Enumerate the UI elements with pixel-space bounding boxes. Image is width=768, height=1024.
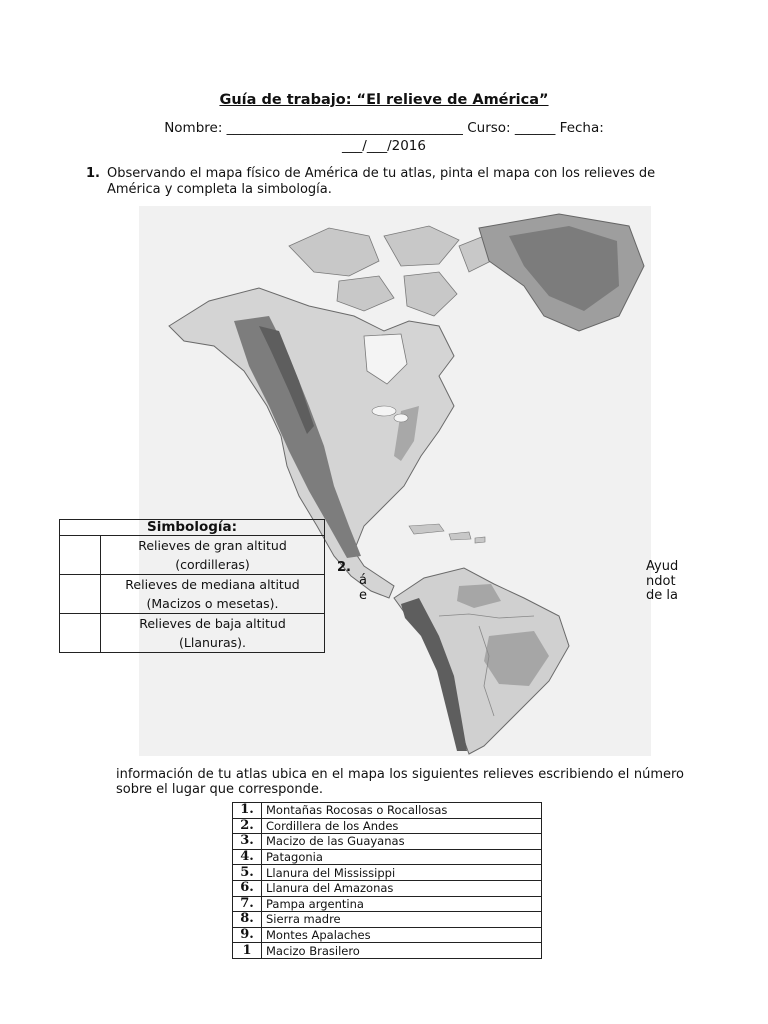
relief-name: Macizo de las Guayanas [262,834,542,850]
relief-number: 2. [233,818,262,834]
legend-label-medium-line2: (Macizos o mesetas). [146,596,279,611]
question-2-fragment-right-2: ndot [646,573,676,589]
legend-label-low-line1: Relieves de baja altitud [139,616,286,631]
question-1 [86,166,686,198]
relief-name: Patagonia [262,849,542,865]
legend-label-high-line1: Relieves de gran altitud [138,538,287,553]
relief-name: Llanura del Amazonas [262,880,542,896]
legend-row [60,614,325,653]
legend-row [60,536,325,575]
relief-name: Sierra madre [262,912,542,928]
relief-row [233,912,542,928]
legend-label-medium-line1: Relieves de mediana altitud [125,577,300,592]
legend-label-high-line2: (cordilleras) [175,557,250,572]
relief-number: 3. [233,834,262,850]
relief-row [233,896,542,912]
relief-row [233,818,542,834]
relief-row [233,927,542,943]
question-2-fragment-left-2: e [359,588,367,603]
legend-swatch-medium[interactable] [60,575,101,614]
relief-number: 9. [233,927,262,943]
question-2-number: 2. [337,560,351,575]
relief-number: 1. [233,803,262,819]
legend-label-medium [101,575,325,614]
relief-number: 7. [233,896,262,912]
relief-name: Cordillera de los Andes [262,818,542,834]
relief-number: 4. [233,849,262,865]
relief-number: 1 [233,943,262,959]
legend-swatch-low[interactable] [60,614,101,653]
legend-header-row [60,520,325,536]
question-2-text: información de tu atlas ubica en el mapa los siguientes relieves escribiendo el número sobre el lugar que corresponde. [116,767,684,797]
question-2-fragment-right [646,560,678,604]
relief-row [233,880,542,896]
question-2-fragment-left-1: á [359,573,367,588]
relief-name: Montañas Rocosas o Rocallosas [262,803,542,819]
relief-row [233,834,542,850]
legend-row [60,575,325,614]
page-title: Guía de trabajo: “El relieve de América” [219,92,549,108]
legend-table [59,519,325,653]
question-1-text: Observando el mapa físico de América de tu atlas, pinta el mapa con los relieves de América y completa la simbología. [107,166,656,197]
relief-list-table [232,802,542,959]
relief-name: Montes Apalaches [262,927,542,943]
question-2-fragment-right-3: de la [646,588,678,603]
question-2-fragment-left [359,573,367,603]
relief-row [233,865,542,881]
relief-name: Pampa argentina [262,896,542,912]
question-1-number: 1. [86,166,100,181]
relief-row [233,849,542,865]
relief-name: Llanura del Mississippi [262,865,542,881]
relief-number: 5. [233,865,262,881]
name-course-date-line: Nombre: ___________________________________ Curso: ______ Fecha: [164,120,604,136]
legend-label-low-line2: (Llanuras). [179,635,246,650]
relief-row [233,943,542,959]
date-line: ___/___/2016 [342,138,426,154]
relief-name: Macizo Brasilero [262,943,542,959]
legend-label-low [101,614,325,653]
relief-number: 8. [233,912,262,928]
legend-swatch-high[interactable] [60,536,101,575]
relief-row [233,803,542,819]
legend-label-high [101,536,325,575]
relief-number: 6. [233,880,262,896]
legend-title: Simbología: [60,520,325,536]
america-relief-map [139,206,651,756]
relief-list-body [233,803,542,959]
question-2-fragment-right-1: Ayud [646,559,679,574]
